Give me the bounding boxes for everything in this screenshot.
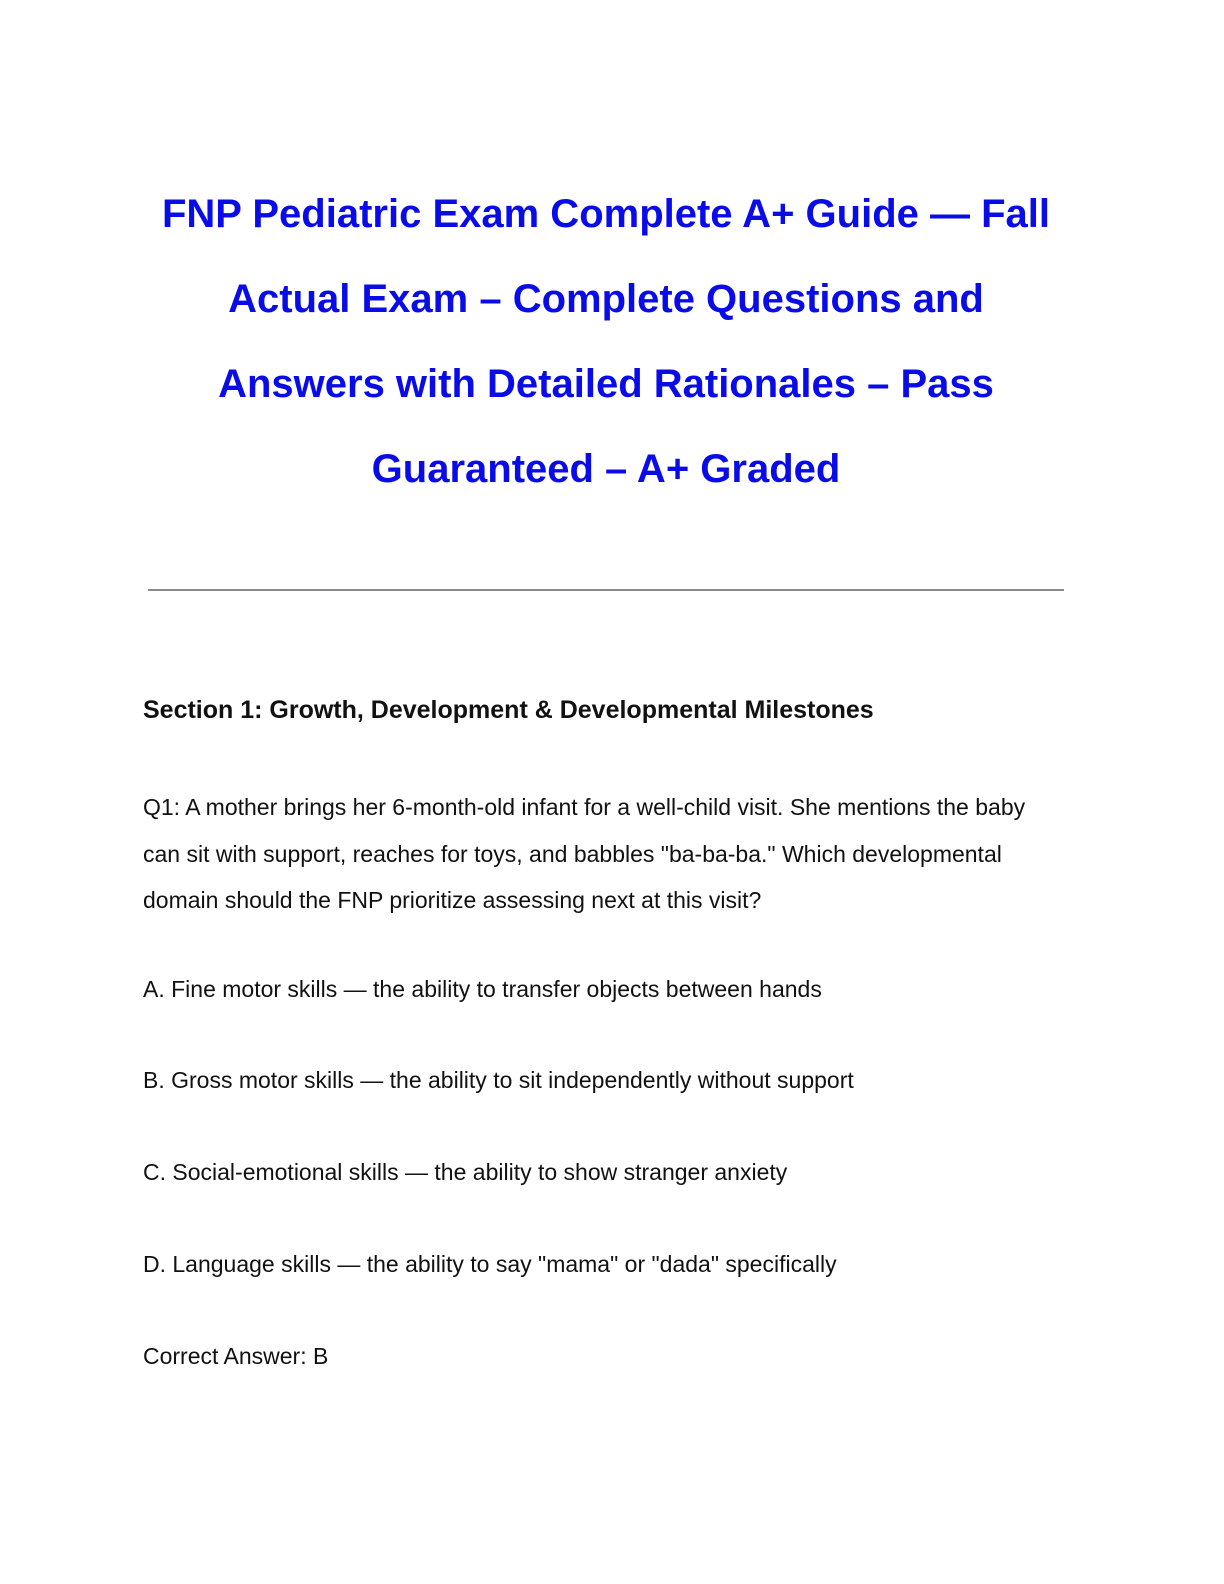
answer-option-a: A. Fine motor skills — the ability to transfer objects between hands	[143, 976, 822, 1002]
correct-answer: Correct Answer: B	[143, 1343, 329, 1369]
section-heading: Section 1: Growth, Development & Developmental Milestones	[143, 696, 874, 724]
answer-option-b: B. Gross motor skills — the ability to sit independently without support	[143, 1067, 854, 1093]
document-title: FNP Pediatric Exam Complete A+ Guide — Fall Actual Exam – Complete Questions and Answers with Detailed Rationales – Pass Guaranteed – A+ Graded	[161, 192, 1051, 491]
answer-option-c: C. Social-emotional skills — the ability to show stranger anxiety	[143, 1159, 788, 1185]
answer-option-d: D. Language skills — the ability to say "mama" or "dada" specifically	[143, 1251, 837, 1277]
horizontal-divider	[148, 589, 1064, 591]
question-text: Q1: A mother brings her 6-month-old infant for a well-child visit. She mentions the baby can sit with support, reaches for toys, and babbles "ba-ba-ba." Which developmental domain should the FNP prioritize assessing next at this visit?	[143, 794, 1026, 913]
